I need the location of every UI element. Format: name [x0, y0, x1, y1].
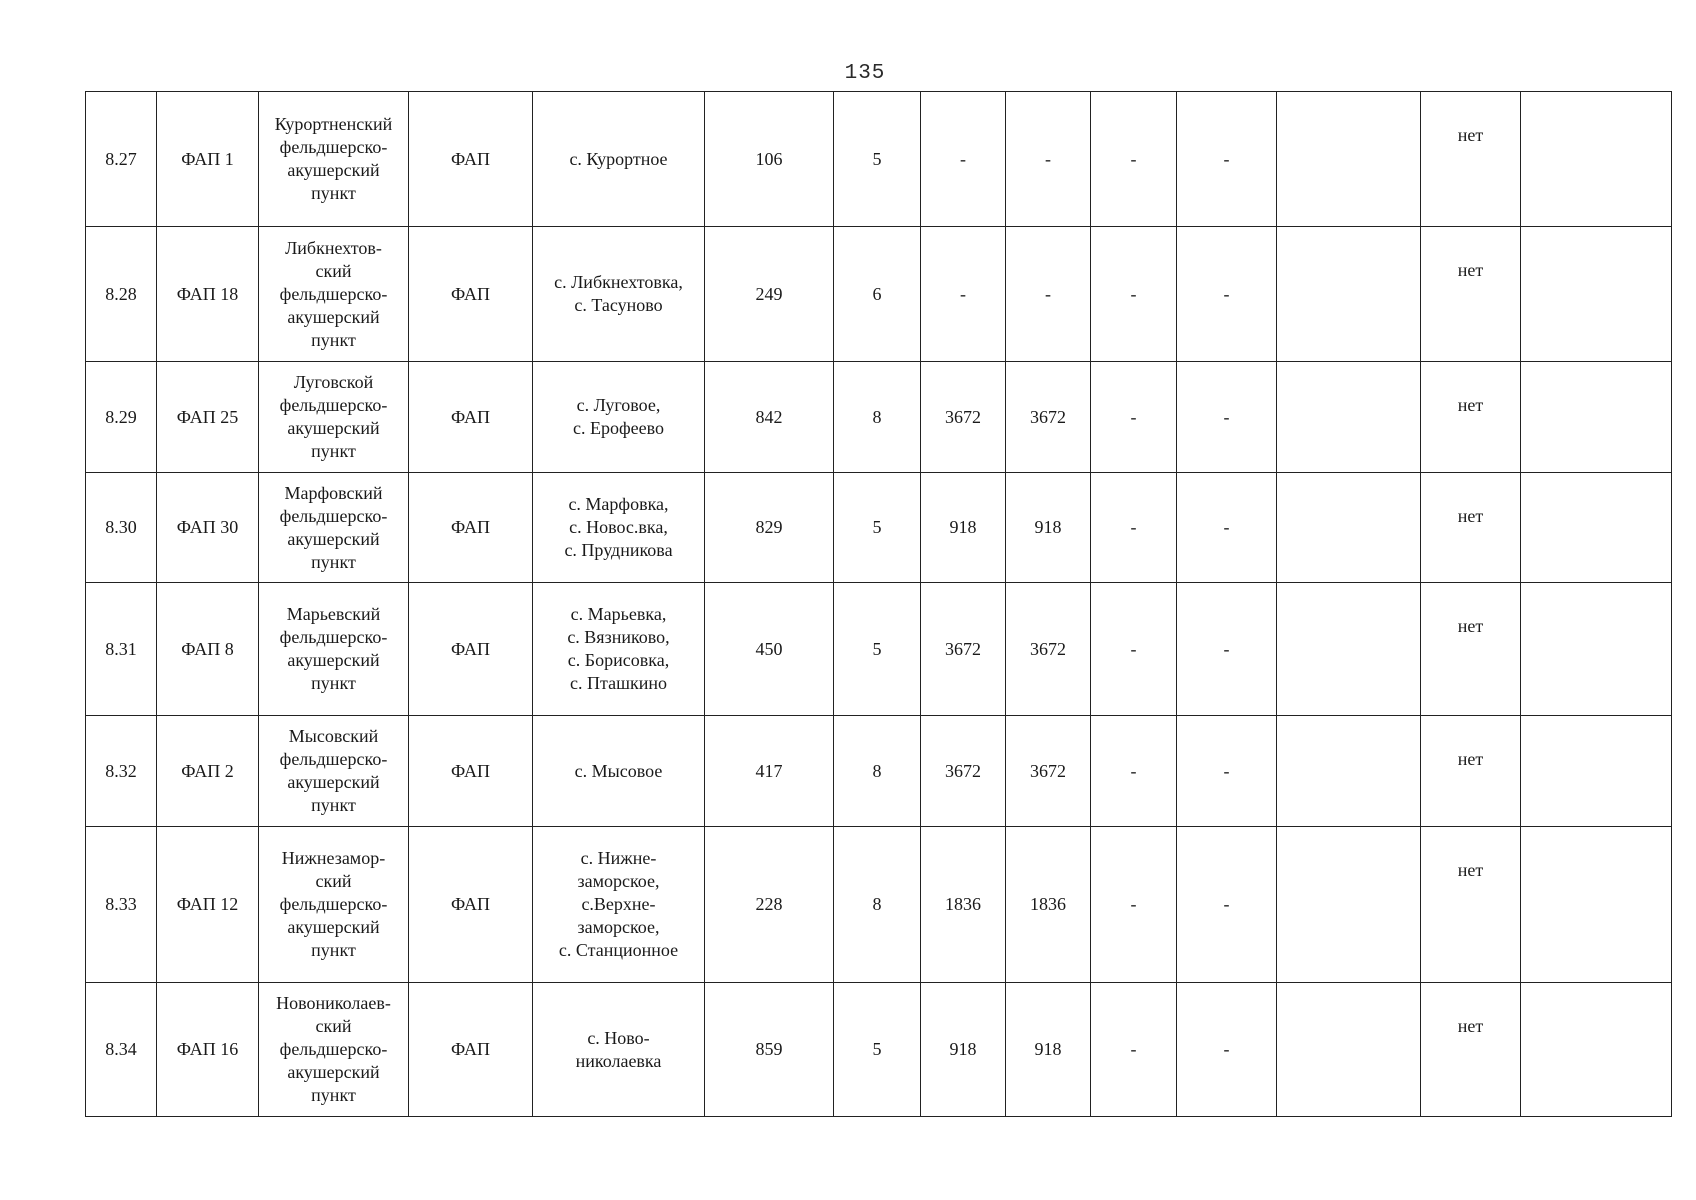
location-cell	[533, 362, 705, 473]
row-number-cell	[86, 716, 157, 827]
row-number: 8.30	[105, 517, 137, 537]
value2: 6	[872, 283, 882, 304]
facility-type-cell	[409, 473, 533, 583]
page-number: 135	[844, 62, 886, 85]
value6-cell	[1177, 983, 1277, 1117]
facility-name-cell	[259, 583, 409, 716]
value4-cell	[1006, 473, 1091, 583]
facility-code: ФАП 12	[176, 894, 239, 914]
facility-name-cell	[259, 227, 409, 362]
location: с. Нижне- заморское, с.Верхне- заморское, с. Станционное	[558, 848, 679, 960]
value3: -	[960, 283, 966, 304]
value6-cell	[1177, 227, 1277, 362]
value1-cell	[705, 827, 834, 983]
value4-cell	[1006, 362, 1091, 473]
value3-cell	[921, 227, 1006, 362]
row-number: 8.28	[105, 283, 137, 304]
value8-cell	[1521, 473, 1672, 583]
table-row	[86, 827, 1672, 983]
value4: 918	[1034, 1039, 1062, 1059]
facility-code-cell	[157, 473, 259, 583]
facility-type-cell	[409, 362, 533, 473]
value1-cell	[705, 227, 834, 362]
facility-type: ФАП	[450, 760, 491, 781]
row-number-cell	[86, 827, 157, 983]
facility-type-cell	[409, 92, 533, 227]
value7-cell	[1277, 227, 1421, 362]
row-number: 8.34	[105, 1039, 137, 1059]
value4-cell	[1006, 716, 1091, 827]
value2: 8	[872, 406, 882, 427]
value8-cell	[1521, 227, 1672, 362]
value7-cell	[1277, 362, 1421, 473]
location-cell	[533, 473, 705, 583]
value3: 918	[949, 517, 977, 537]
value8-cell	[1521, 983, 1672, 1117]
row-number: 8.33	[105, 894, 137, 914]
facility-code-cell	[157, 983, 259, 1117]
value4: -	[1045, 283, 1051, 304]
facility-code-cell	[157, 92, 259, 227]
value1: 842	[755, 406, 783, 427]
value3-cell	[921, 583, 1006, 716]
facility-type-cell	[409, 827, 533, 983]
value2-cell	[834, 583, 921, 716]
status-cell	[1421, 362, 1521, 473]
value4: 918	[1034, 517, 1062, 537]
value1: 859	[755, 1039, 783, 1059]
facility-name-cell	[259, 362, 409, 473]
value2-cell	[834, 92, 921, 227]
table-row	[86, 473, 1672, 583]
location: с. Марьевка, с. Вязниково, с. Борисовка, с. Пташкино	[567, 604, 670, 693]
value5: -	[1130, 1039, 1137, 1059]
facility-type: ФАП	[450, 283, 491, 304]
value5: -	[1130, 894, 1137, 914]
value2: 5	[872, 517, 882, 537]
facility-type: ФАП	[450, 517, 491, 537]
table-row	[86, 583, 1672, 716]
value2-cell	[834, 362, 921, 473]
value2-cell	[834, 716, 921, 827]
value1: 106	[755, 148, 783, 169]
table-row	[86, 983, 1672, 1117]
table-body	[86, 92, 1672, 1117]
value5: -	[1130, 148, 1137, 169]
facility-code: ФАП 25	[176, 406, 239, 427]
value7-cell	[1277, 92, 1421, 227]
value8-cell	[1521, 362, 1672, 473]
value1-cell	[705, 716, 834, 827]
value2-cell	[834, 227, 921, 362]
row-number: 8.29	[105, 406, 137, 427]
location-cell	[533, 583, 705, 716]
row-number: 8.31	[105, 638, 137, 659]
location: с. Либкнехтовка, с. Тасуново	[554, 272, 683, 315]
location-cell	[533, 227, 705, 362]
value5-cell	[1091, 92, 1177, 227]
facility-type: ФАП	[450, 148, 491, 169]
location: с. Мысовое	[574, 760, 663, 781]
value2: 8	[872, 760, 882, 781]
value1: 249	[755, 283, 783, 304]
value4: 3672	[1030, 406, 1066, 427]
value4: 1836	[1030, 894, 1066, 914]
value3: -	[960, 148, 966, 169]
facility-name-cell	[259, 827, 409, 983]
value6: -	[1223, 638, 1230, 659]
value2-cell	[834, 473, 921, 583]
facility-type: ФАП	[450, 406, 491, 427]
status: нет	[1457, 260, 1484, 280]
value3-cell	[921, 473, 1006, 583]
status-cell	[1421, 583, 1521, 716]
row-number-cell	[86, 227, 157, 362]
value7-cell	[1277, 716, 1421, 827]
facility-name-cell	[259, 983, 409, 1117]
value2: 5	[872, 638, 882, 659]
row-number: 8.27	[105, 148, 137, 169]
status-cell	[1421, 473, 1521, 583]
value7-cell	[1277, 827, 1421, 983]
value6: -	[1223, 517, 1230, 537]
facility-name: Мысовский фельдшерско- акушерский пункт	[279, 726, 388, 815]
value6: -	[1223, 148, 1230, 169]
facility-name: Нижнезамор- ский фельдшерско- акушерский пункт	[279, 848, 388, 960]
facility-type: ФАП	[450, 638, 491, 659]
value4-cell	[1006, 227, 1091, 362]
value3-cell	[921, 827, 1006, 983]
row-number-cell	[86, 92, 157, 227]
value1: 829	[755, 517, 783, 537]
value4: 3672	[1030, 760, 1066, 781]
facility-name: Новониколаев- ский фельдшерско- акушерский пункт	[276, 993, 391, 1105]
value6: -	[1223, 1039, 1230, 1059]
status: нет	[1457, 616, 1484, 636]
status-cell	[1421, 92, 1521, 227]
value2-cell	[834, 827, 921, 983]
value1-cell	[705, 583, 834, 716]
value1: 417	[755, 760, 783, 781]
facility-type: ФАП	[450, 894, 491, 914]
value4-cell	[1006, 983, 1091, 1117]
value4: 3672	[1030, 638, 1066, 659]
value3-cell	[921, 92, 1006, 227]
location: с. Луговое, с. Ерофеево	[572, 395, 664, 438]
value8-cell	[1521, 583, 1672, 716]
facility-code-cell	[157, 583, 259, 716]
value5-cell	[1091, 473, 1177, 583]
value1: 228	[755, 894, 783, 914]
facility-code: ФАП 18	[176, 283, 239, 304]
status-cell	[1421, 827, 1521, 983]
value3-cell	[921, 716, 1006, 827]
table-row	[86, 716, 1672, 827]
value4-cell	[1006, 92, 1091, 227]
facility-type-cell	[409, 583, 533, 716]
value5-cell	[1091, 227, 1177, 362]
value6: -	[1223, 894, 1230, 914]
value5-cell	[1091, 827, 1177, 983]
location-cell	[533, 983, 705, 1117]
value6: -	[1223, 760, 1230, 781]
value5: -	[1130, 406, 1137, 427]
facility-code: ФАП 30	[176, 517, 239, 537]
table-row	[86, 362, 1672, 473]
value3: 3672	[945, 406, 981, 427]
facility-code-cell	[157, 362, 259, 473]
facility-type-cell	[409, 983, 533, 1117]
facility-code: ФАП 8	[181, 638, 234, 659]
value6: -	[1223, 406, 1230, 427]
facility-name: Марфовский фельдшерско- акушерский пункт	[279, 482, 388, 572]
status: нет	[1457, 506, 1484, 526]
status: нет	[1457, 860, 1484, 880]
value2: 8	[872, 894, 882, 914]
row-number-cell	[86, 983, 157, 1117]
facility-name: Луговской фельдшерско- акушерский пункт	[279, 372, 388, 461]
facility-type: ФАП	[450, 1039, 491, 1059]
value3: 918	[949, 1039, 977, 1059]
value5: -	[1130, 517, 1137, 537]
status-cell	[1421, 983, 1521, 1117]
value5-cell	[1091, 983, 1177, 1117]
value6-cell	[1177, 362, 1277, 473]
value5-cell	[1091, 362, 1177, 473]
facility-code-cell	[157, 827, 259, 983]
value5-cell	[1091, 583, 1177, 716]
value6-cell	[1177, 583, 1277, 716]
value8-cell	[1521, 716, 1672, 827]
value5: -	[1130, 283, 1137, 304]
row-number-cell	[86, 473, 157, 583]
status: нет	[1457, 395, 1484, 415]
facility-code: ФАП 16	[176, 1039, 239, 1059]
facility-table	[85, 91, 1672, 1117]
value3-cell	[921, 362, 1006, 473]
value2: 5	[872, 148, 882, 169]
facility-name: Марьевский фельдшерско- акушерский пункт	[279, 604, 388, 693]
value7-cell	[1277, 583, 1421, 716]
facility-name-cell	[259, 473, 409, 583]
location: с. Курортное	[569, 148, 668, 169]
value2: 5	[872, 1039, 882, 1059]
value8-cell	[1521, 92, 1672, 227]
row-number: 8.32	[105, 760, 137, 781]
value3-cell	[921, 983, 1006, 1117]
value6-cell	[1177, 473, 1277, 583]
facility-name-cell	[259, 92, 409, 227]
table-row	[86, 227, 1672, 362]
location-cell	[533, 827, 705, 983]
table-row	[86, 92, 1672, 227]
value6-cell	[1177, 92, 1277, 227]
value6-cell	[1177, 827, 1277, 983]
value3: 3672	[945, 760, 981, 781]
facility-code-cell	[157, 227, 259, 362]
value5: -	[1130, 760, 1137, 781]
value6-cell	[1177, 716, 1277, 827]
facility-type-cell	[409, 227, 533, 362]
status: нет	[1457, 749, 1484, 769]
facility-code: ФАП 1	[181, 148, 234, 169]
value7-cell	[1277, 983, 1421, 1117]
value5-cell	[1091, 716, 1177, 827]
facility-code-cell	[157, 716, 259, 827]
status: нет	[1457, 125, 1484, 145]
location-cell	[533, 716, 705, 827]
facility-name-cell	[259, 716, 409, 827]
value1-cell	[705, 92, 834, 227]
value1: 450	[755, 638, 783, 659]
status-cell	[1421, 227, 1521, 362]
value7-cell	[1277, 473, 1421, 583]
value6: -	[1223, 283, 1230, 304]
value5: -	[1130, 638, 1137, 659]
row-number-cell	[86, 362, 157, 473]
status-cell	[1421, 716, 1521, 827]
value1-cell	[705, 362, 834, 473]
status: нет	[1457, 1016, 1484, 1036]
facility-name: Либкнехтов- ский фельдшерско- акушерский пункт	[279, 237, 388, 350]
value4-cell	[1006, 827, 1091, 983]
facility-type-cell	[409, 716, 533, 827]
value1-cell	[705, 983, 834, 1117]
facility-code: ФАП 2	[181, 760, 234, 781]
value4: -	[1045, 148, 1051, 169]
location: с. Ново- николаевка	[575, 1027, 662, 1071]
location: с. Марфовка, с. Новос.вка, с. Прудникова	[564, 494, 673, 560]
value3: 1836	[945, 894, 981, 914]
value8-cell	[1521, 827, 1672, 983]
facility-name: Курортненский фельдшерско- акушерский пункт	[274, 114, 393, 203]
row-number-cell	[86, 583, 157, 716]
value1-cell	[705, 473, 834, 583]
value3: 3672	[945, 638, 981, 659]
location-cell	[533, 92, 705, 227]
value2-cell	[834, 983, 921, 1117]
value4-cell	[1006, 583, 1091, 716]
